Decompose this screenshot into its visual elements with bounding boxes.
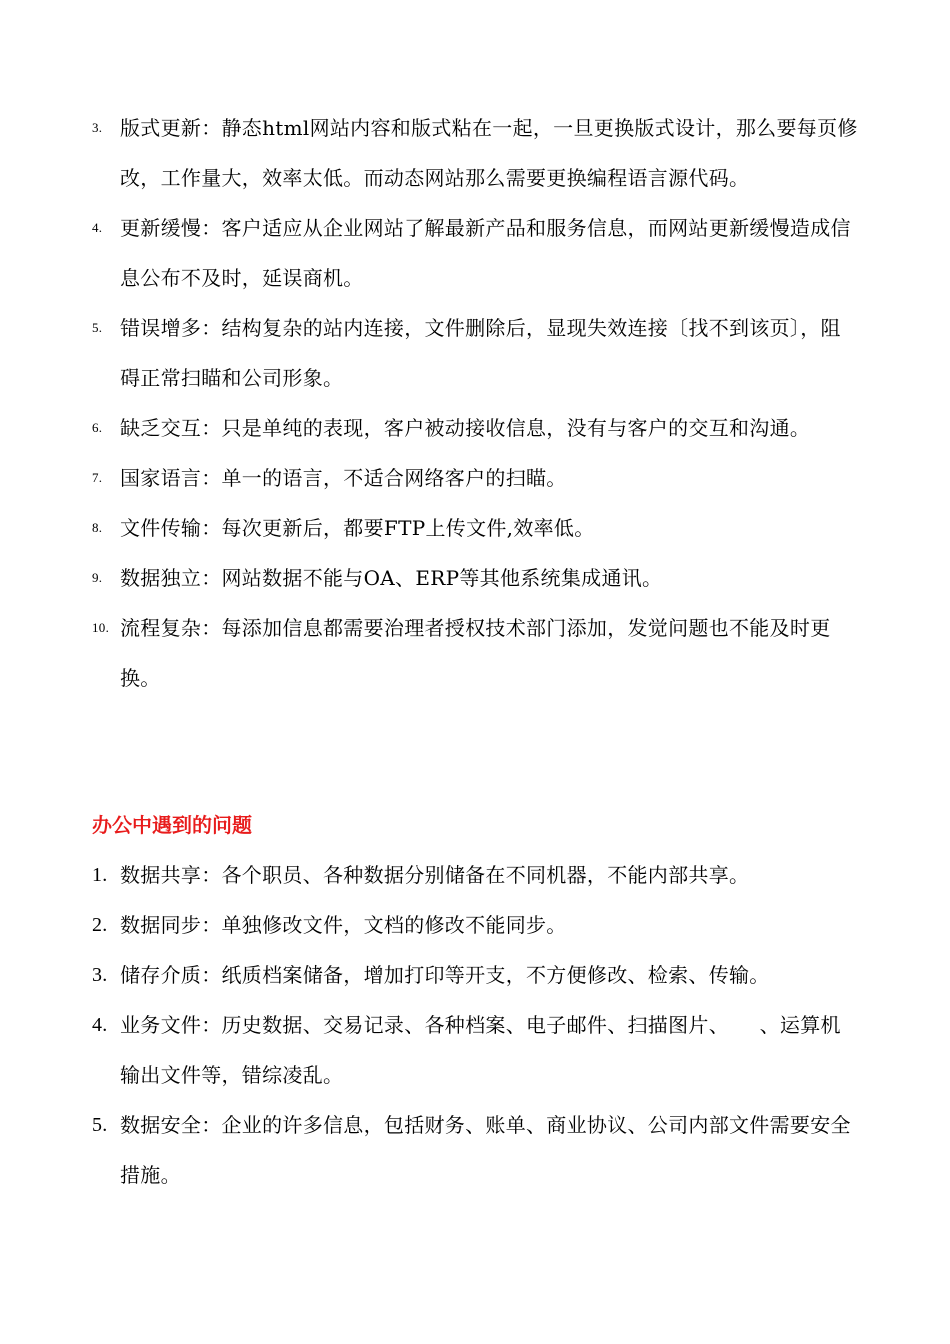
list-item-text: 缺乏交互：只是单纯的表现，客户被动接收信息，没有与客户的交互和沟通。 [120,416,811,440]
list-item-number: 5. [92,320,103,335]
list-item-text: 数据安全：企业的许多信息，包括财务、账单、商业协议、公司内部文件需要安全措施。 [120,1113,851,1187]
website-problems-list [0,103,950,703]
list-item [0,900,860,950]
list-item-number: 9. [92,570,103,585]
list-item [0,503,860,553]
list-item-text: 错误增多：结构复杂的站内连接，文件删除后，显现失效连接〔找不到该页〕，阻碍正常扫瞄和公司形象。 [120,316,841,390]
list-item-number: 4. [92,1014,108,1036]
list-item [0,203,860,303]
list-item-text: 数据同步：单独修改文件，文档的修改不能同步。 [120,913,567,937]
list-item [0,1000,860,1100]
list-item-number: 4. [92,220,103,235]
list-item-number: 6. [92,420,103,435]
list-item-number: 7. [92,470,103,485]
list-item-number: 8. [92,520,103,535]
list-item [0,553,860,603]
list-item-number: 3. [92,120,103,135]
list-item-text: 版式更新：静态html网站内容和版式粘在一起，一旦更换版式设计，那么要每页修改，工作量大，效率太低。而动态网站那么需要更换编程语言源代码。 [120,116,858,190]
list-item-text: 国家语言：单一的语言，不适合网络客户的扫瞄。 [120,466,567,490]
list-item [0,950,860,1000]
list-item-text: 数据共享：各个职员、各种数据分别储备在不同机器，不能内部共享。 [120,863,750,887]
list-item-text: 数据独立：网站数据不能与OA、ERP等其他系统集成通讯。 [120,566,663,590]
list-item-number: 2. [92,914,108,936]
list-item-number: 10. [92,620,110,635]
list-item-text: 更新缓慢：客户适应从企业网站了解最新产品和服务信息，而网站更新缓慢造成信息公布不及时，延误商机。 [120,216,851,290]
list-item [0,303,860,403]
office-problems-list [0,850,950,1200]
list-item [0,453,860,503]
section-heading: 办公中遇到的问题 [92,813,252,837]
list-item [0,850,860,900]
list-item-text: 文件传输：每次更新后，都要FTP上传文件,效率低。 [120,516,595,540]
list-item [0,103,860,203]
list-item-text: 流程复杂：每添加信息都需要治理者授权技术部门添加，发觉问题也不能及时更换。 [120,616,831,690]
list-item-number: 1. [92,864,108,886]
list-item-text: 业务文件：历史数据、交易记录、各种档案、电子邮件、扫描图片、 、运算机输出文件等，错综凌乱。 [120,1013,841,1087]
list-item-text: 储存介质：纸质档案储备，增加打印等开支，不方便修改、检索、传输。 [120,963,770,987]
list-item [0,1100,860,1200]
list-item [0,403,860,453]
list-item [0,603,860,703]
list-item-number: 5. [92,1114,108,1136]
list-item-number: 3. [92,964,108,986]
